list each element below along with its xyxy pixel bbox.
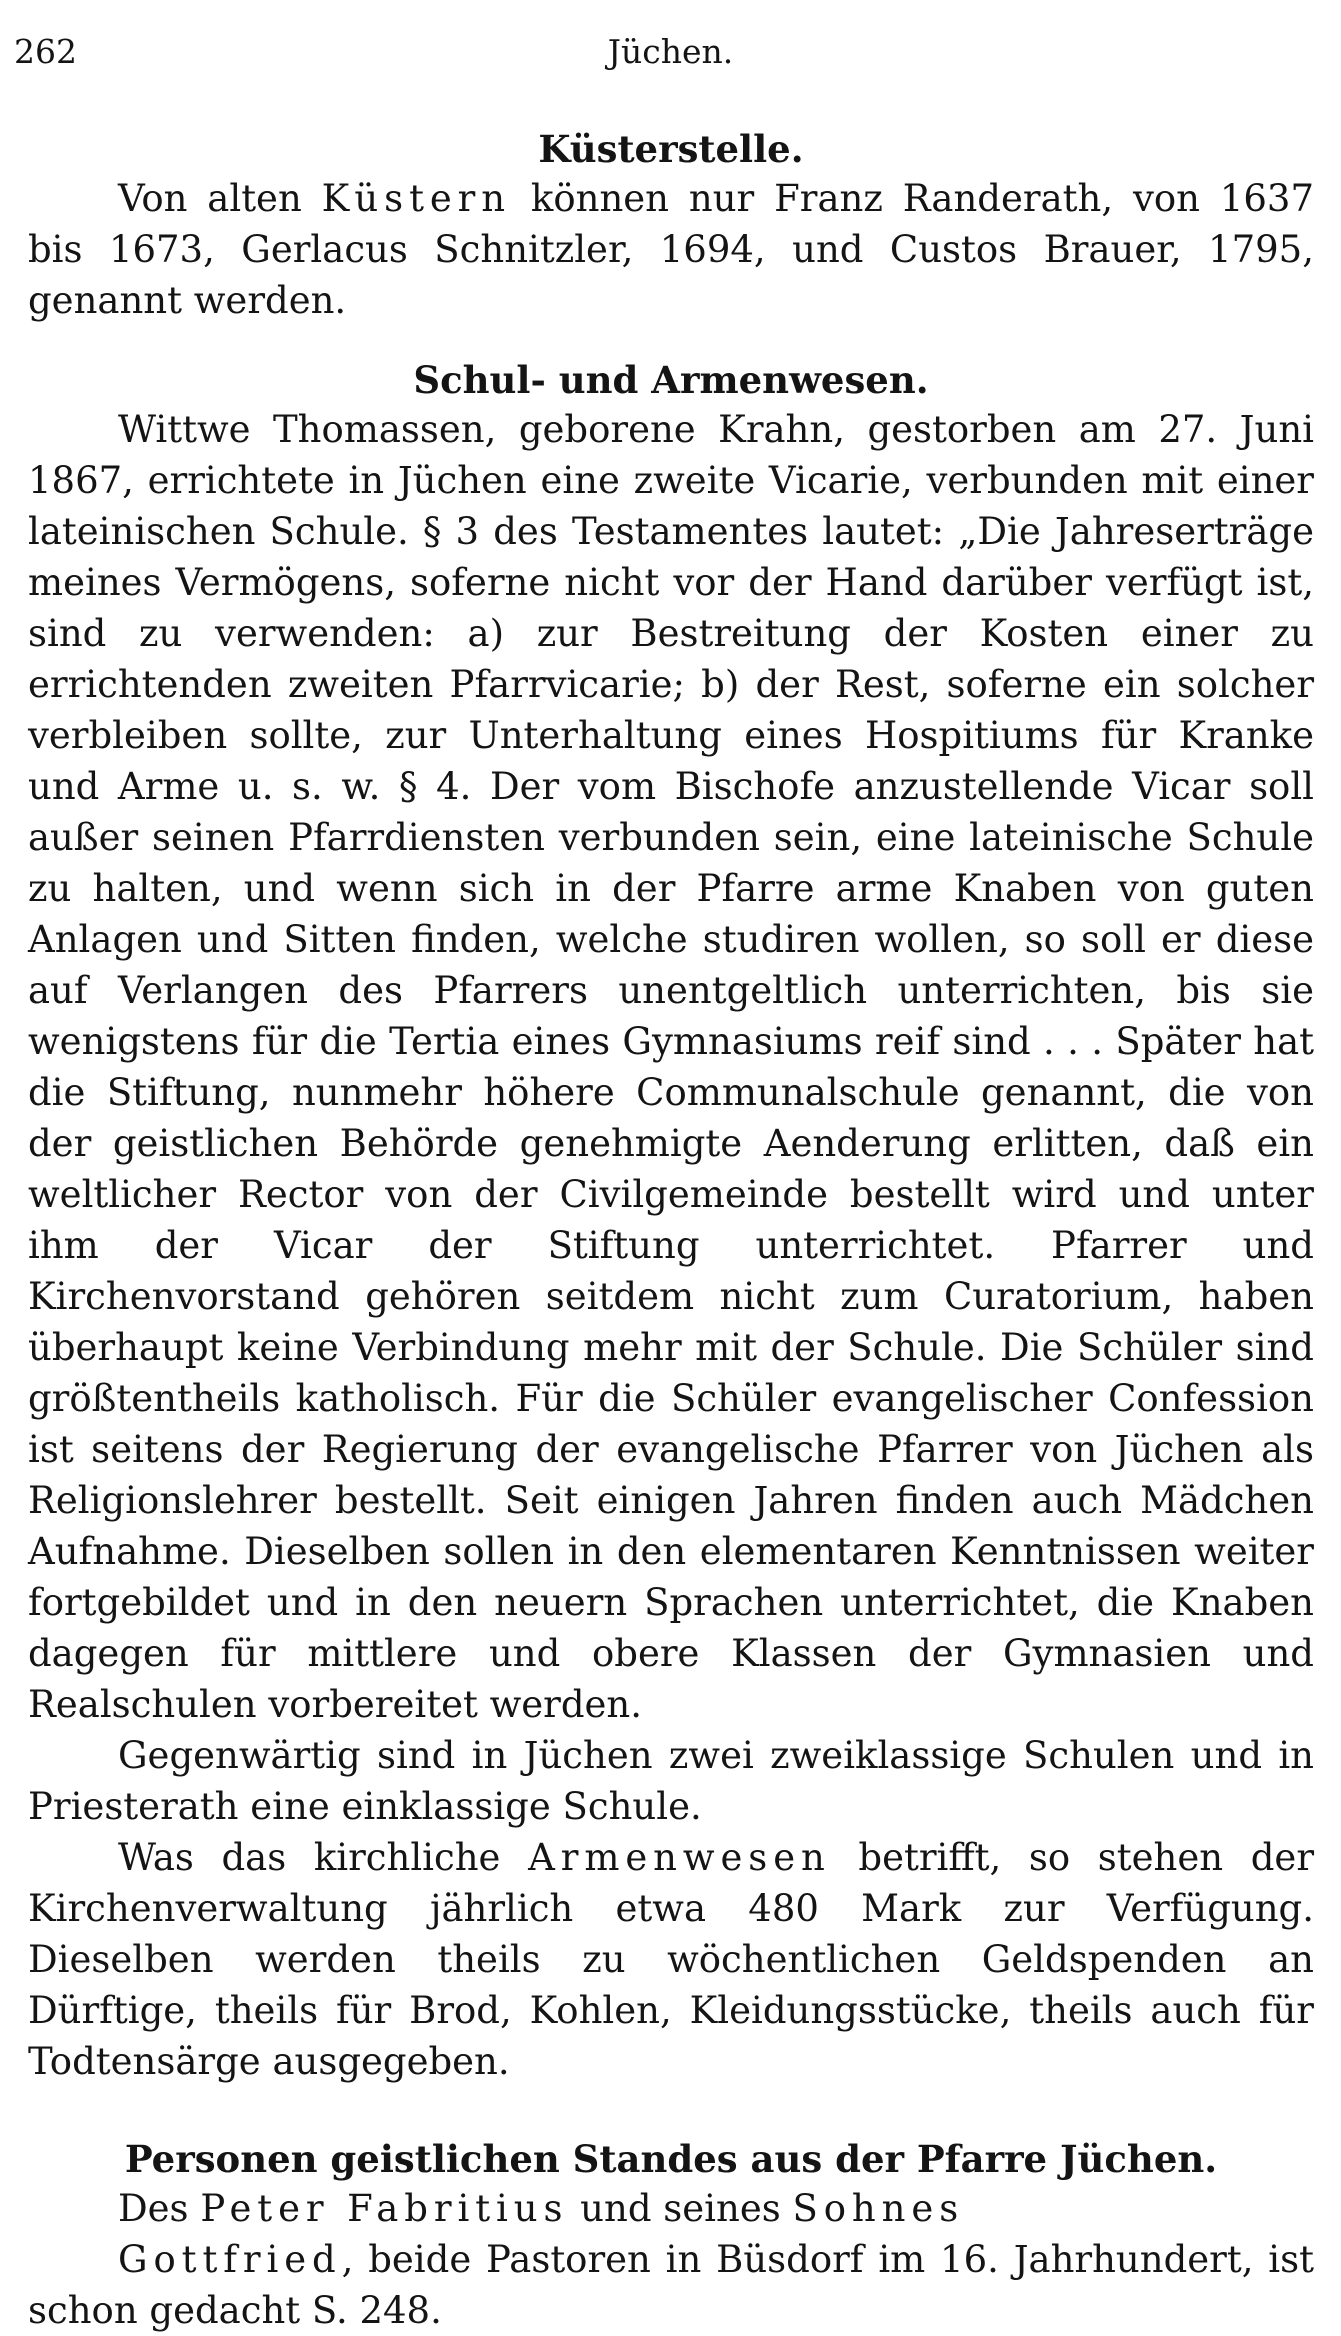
paragraph-schulen: Gegenwärtig sind in Jüchen zwei zweiklassige Schulen und in Priesterath eine einklassige Schule. <box>28 1734 1314 1828</box>
text-run: Von alten <box>118 177 322 220</box>
text-run: Des <box>118 2187 201 2230</box>
running-title: Jüchen. <box>607 32 734 71</box>
spaced-term: Armenwesen <box>528 1836 831 1879</box>
text-run: , beide Pastoren in Büsdorf im 16. Jahrhundert, ist schon gedacht S. 248. <box>28 2238 1314 2332</box>
paragraph-fabritius <box>28 2183 1314 2234</box>
section-title-personen: Personen geistlichen Standes aus der Pfarre Jüchen. <box>124 2137 1218 2181</box>
paragraph-thomassen: Wittwe Thomassen, geborene Krahn, gestorben am 27. Juni 1867, errichtete in Jüchen eine zweite Vicarie, verbunden mit einer lateinischen Schule. § 3 des Testamentes lautet: „Die Jahreserträge meines Vermögens, soferne nicht vor der Hand darüber verfügt ist, sind zu verwenden: a) zur Bestreitung der Kosten einer zu errichtenden zweiten Pfarrvicarie; b) der Rest, soferne ein solcher verbleiben sollte, zur Unterhaltung eines Hospitiums für Kranke und Arme u. s. w. § 4. Der vom Bischofe anzustellende Vicar soll außer seinen Pfarrdiensten verbunden sein, eine lateinische Schule zu halten, und wenn sich in der Pfarre arme Knaben von guten Anlagen und Sitten finden, welche studiren wollen, so soll er diese auf Verlangen des Pfarrers unentgeltlich unterrichten, bis sie wenigstens für die Tertia eines Gymnasiums reif sind . . . Später hat die Stiftung, nunmehr höhere Communalschule genannt, die von der geistlichen Behörde genehmigte Aenderung erlitten, daß ein weltlicher Rector von der Civilgemeinde bestellt wird und unter ihm der Vicar der Stiftung unterrichtet. Pfarrer und Kirchenvorstand gehören seitdem nicht zum Curatorium, haben überhaupt keine Verbindung mehr mit der Schule. Die Schüler sind größtentheils katholisch. Für die Schüler evangelischer Confession ist seitens der Regierung der evangelische Pfarrer von Jüchen als Religionslehrer bestellt. Seit einigen Jahren finden auch Mädchen Aufnahme. Dieselben sollen in den elementaren Kenntnissen weiter fortgebildet und in den neuern Sprachen unterrichtet, die Knaben dagegen für mittlere und obere Klassen der Gymnasien und Realschulen vorbereitet werden. <box>28 408 1314 1726</box>
spacer <box>28 326 1314 356</box>
text-run: können nur Franz Randerath, von 1637 bis 1673, Gerlacus Schnitzler, 1694, und Custos Brauer, 1795, genannt werden. <box>28 177 1314 322</box>
spaced-term: Küstern <box>321 177 512 220</box>
paragraph-armenwesen <box>28 1832 1314 2087</box>
paragraph-gottfried <box>28 2234 1314 2336</box>
spaced-name: Peter Fabritius <box>200 2187 569 2230</box>
paragraph-kuester <box>28 173 1314 326</box>
text-run: und seines <box>568 2187 793 2230</box>
spaced-name: Sohnes <box>792 2187 965 2230</box>
running-header <box>0 30 1341 80</box>
text-column <box>28 125 1314 2336</box>
text-run: Was das kirchliche <box>118 1836 529 1879</box>
section-title-schul-armenwesen: Schul- und Armenwesen. <box>413 358 929 402</box>
text-run: betrifft, so stehen der Kirchenverwaltung jährlich etwa 480 Mark zur Verfügung. Dieselben werden theils zu wöchentlichen Geldspenden an Dürftige, theils für Brod, Kohlen, Kleidungsstücke, theils auch für Todtensärge ausgegeben. <box>28 1836 1315 2083</box>
section-title-kuesterstelle: Küsterstelle. <box>538 127 804 171</box>
spaced-name: Gottfried <box>118 2238 342 2281</box>
page-number: 262 <box>14 32 77 71</box>
spacer <box>28 2087 1314 2135</box>
